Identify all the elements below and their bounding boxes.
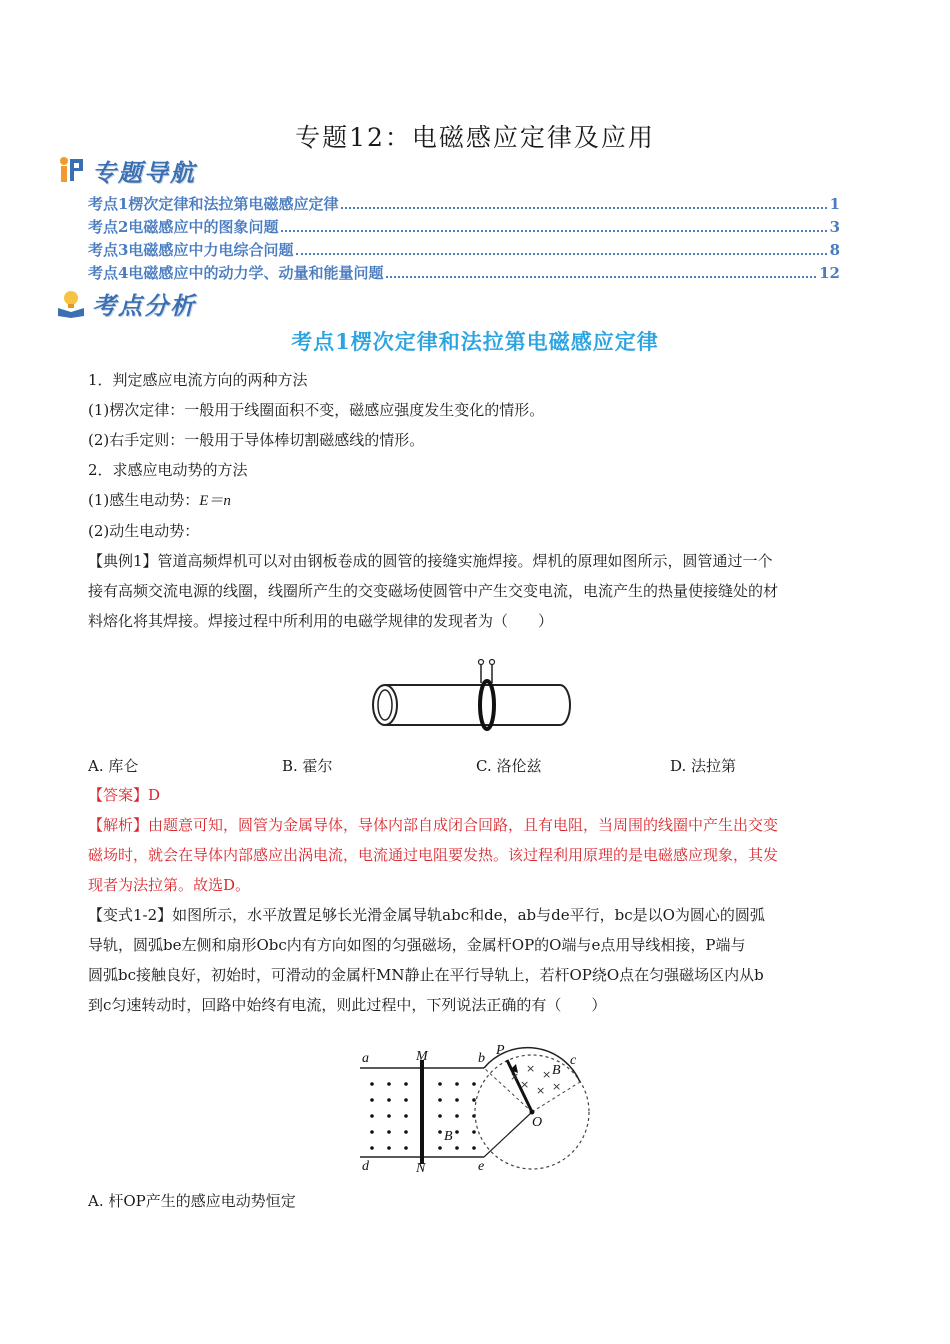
text-line: 【变式1-2】如图所示，水平放置足够长光滑金属导轨abc和de，ab与de平行，bc是以O为圆心的圆弧	[88, 906, 765, 924]
page-title: 专题12：电磁感应定律及应用	[295, 123, 655, 152]
answer-block	[88, 780, 864, 900]
table-of-contents	[88, 192, 840, 284]
svg-text:b: b	[478, 1051, 485, 1066]
explanation-line: 【解析】由题意可知，圆管为金属导体，导体内部自成闭合回路，且有电阻，当周围的线圈中产生出交变	[88, 816, 779, 834]
option-c[interactable]: C. 洛伦兹	[476, 757, 542, 775]
answer-line: 【答案】D	[88, 786, 161, 804]
text-line: (1)感生电动势：E＝n	[88, 491, 231, 509]
rail-magnetic-field-figure	[350, 1040, 600, 1180]
svg-text:P: P	[496, 1043, 505, 1058]
svg-text:×: ×	[520, 1078, 530, 1091]
nav-banner-text: 专题导航	[92, 158, 196, 187]
text-line: 到c匀速转动时，回路中始终有电流，则此过程中，下列说法正确的有（ ）	[88, 996, 607, 1014]
formula: E＝n	[199, 493, 231, 509]
variant-problem	[88, 900, 864, 1020]
option-d[interactable]: D. 法拉第	[670, 757, 737, 775]
text-line: 1．判定感应电流方向的两种方法	[88, 371, 308, 389]
text-line: 圆弧bc接触良好，初始时，可滑动的金属杆MN静止在平行导轨上，若杆OP绕O点在匀强磁场区内从b	[88, 966, 764, 984]
text-line: 接有高频交流电源的线圈，线圈所产生的交变磁场使圆管中产生交变电流，电流产生的热量使接缝处的材	[88, 582, 779, 600]
svg-text:B: B	[552, 1063, 561, 1078]
text-line: (2)动生电动势：	[88, 522, 200, 540]
text-line: 2．求感应电动势的方法	[88, 461, 248, 479]
toc-item[interactable]: 考点3电磁感应中力电综合问题 8	[88, 240, 840, 259]
svg-text:×: ×	[510, 1070, 520, 1083]
variant-option-a[interactable]: A. 杆OP产生的感应电动势恒定	[88, 1192, 296, 1210]
example-1: 【典例1】管道高频焊机可以对由钢板卷成的圆管的接缝实施焊接。焊机的原理如图所示，圆管通过一个	[88, 552, 773, 570]
option-a[interactable]: A. 库仑	[88, 757, 139, 775]
nav-banner	[56, 152, 196, 188]
toc-item[interactable]: 考点2电磁感应中的图象问题 3	[88, 217, 840, 236]
svg-text:e: e	[478, 1159, 485, 1174]
svg-text:×: ×	[542, 1068, 552, 1081]
lightbulb-book-icon	[56, 288, 86, 318]
navigation-person-icon	[56, 155, 86, 185]
text-line: (1)楞次定律：一般用于线圈面积不变，磁感应强度发生变化的情形。	[88, 401, 545, 419]
analysis-banner-text: 考点分析	[92, 291, 196, 320]
method-list	[88, 365, 864, 636]
svg-text:B: B	[444, 1129, 453, 1144]
toc-item[interactable]: 考点1楞次定律和法拉第电磁感应定律 1	[88, 194, 840, 213]
svg-text:d: d	[362, 1159, 369, 1174]
svg-text:c: c	[570, 1053, 577, 1068]
svg-text:×: ×	[526, 1062, 536, 1075]
text-line: (2)右手定则：一般用于导体棒切割磁感线的情形。	[88, 431, 425, 449]
text-line: 导轨，圆弧be左侧和扇形Obc内有方向如图的匀强磁场，金属杆OP的O端与e点用导线相接，P端与	[88, 936, 746, 954]
svg-text:O: O	[532, 1115, 543, 1130]
text-line: 料熔化将其焊接。焊接过程中所利用的电磁学规律的发现者为（ ）	[88, 612, 554, 630]
explanation-line: 现者为法拉第。故选D。	[88, 876, 251, 894]
svg-text:×: ×	[552, 1080, 562, 1093]
toc-item[interactable]: 考点4电磁感应中的动力学、动量和能量问题 12	[88, 263, 840, 282]
option-b[interactable]: B. 霍尔	[282, 757, 333, 775]
welding-pipe-figure	[360, 652, 590, 752]
svg-text:a: a	[362, 1051, 369, 1066]
svg-text:N: N	[416, 1161, 426, 1176]
svg-text:M: M	[416, 1049, 428, 1064]
svg-text:×: ×	[536, 1084, 546, 1097]
analysis-banner	[56, 285, 196, 321]
section-title: 考点1楞次定律和法拉第电磁感应定律	[291, 329, 659, 354]
explanation-line: 磁场时，就会在导体内部感应出涡电流，电流通过电阻要发热。该过程利用原理的是电磁感应现象，其发	[88, 846, 779, 864]
